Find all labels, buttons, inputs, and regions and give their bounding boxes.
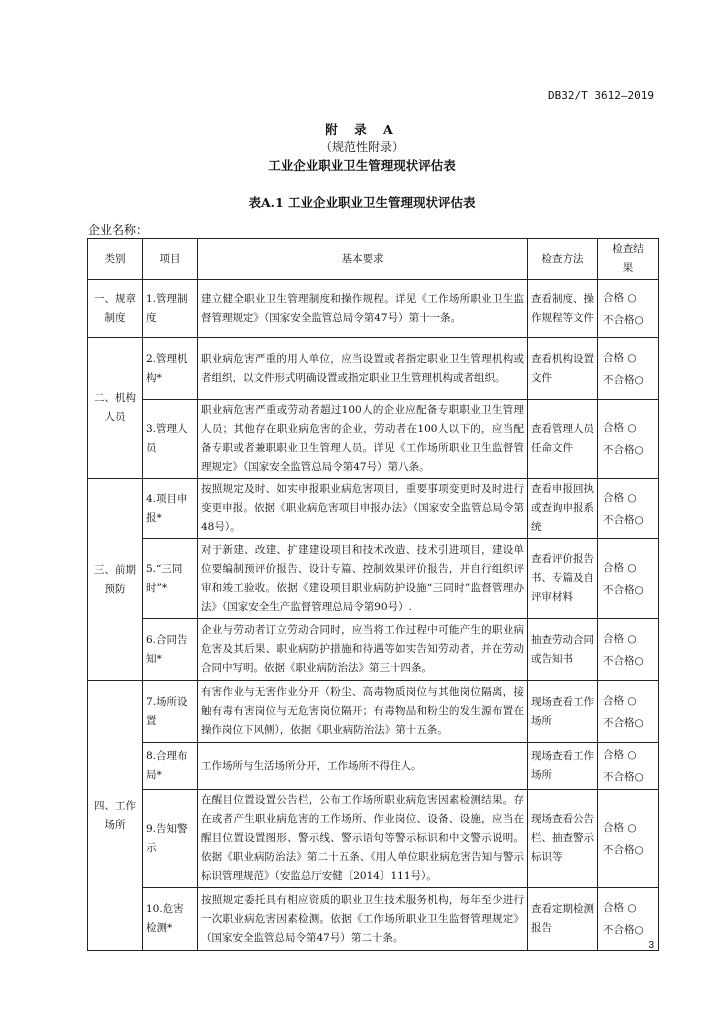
table-row (88, 400, 659, 479)
assessment-table (87, 238, 659, 951)
fail-option[interactable]: 不合格○ (603, 843, 644, 856)
result-cell (598, 619, 659, 681)
table-row (88, 790, 659, 888)
table-row (88, 619, 659, 681)
header-item: 项目 (143, 239, 198, 280)
pass-option[interactable]: 合格 ○ (603, 491, 637, 504)
category-cell: 一、规章制度 (88, 280, 143, 338)
table-row (88, 743, 659, 790)
enterprise-name-label: 企业名称： (88, 223, 149, 237)
requirement-cell: 在醒目位置设置公告栏，公布工作场所职业病危害因素检测结果。存在或者产生职业病危害的工作场所、作业岗位、设备、设施，应当在醒目位置设置图形、警示线、警示语句等警示标识和中文警示说明。依据《职业病防治法》第二十五条、《用人单位职业病危害告知与警示标识管理规范》（安监总厅安健〔2014〕111号）。 (198, 790, 528, 888)
header-method: 检查方法 (528, 239, 598, 280)
fail-option[interactable]: 不合格○ (603, 924, 644, 936)
requirement-cell: 按照规定及时、如实申报职业病危害项目，重要事项变更时及时进行变更申报。依据《职业病危害项目申报办法》（国家安全监管总局令第48号）。 (198, 479, 528, 539)
result-cell (598, 790, 659, 888)
requirement-cell: 企业与劳动者订立劳动合同时，应当将工作过程中可能产生的职业病危害及其后果、职业病防护措施和待遇等如实告知劳动者，并在劳动合同中写明。依据《职业病防治法》第三十四条。 (198, 619, 528, 681)
pass-option[interactable]: 合格 ○ (603, 351, 637, 364)
item-cell: 3.管理人员 (143, 400, 198, 479)
method-cell: 现场查看工作场所 (528, 681, 598, 743)
table-row (88, 539, 659, 619)
category-cell: 三、前期预防 (88, 479, 143, 681)
pass-option[interactable]: 合格 ○ (603, 749, 637, 761)
page-number: 3 (648, 940, 654, 951)
requirement-cell: 有害作业与无害作业分开（粉尘、高毒物质岗位与其他岗位隔离，接触有毒有害岗位与无危害岗位隔开；有毒物品和粉尘的发生源布置在操作岗位下风侧），依据《职业病防治法》第十五条。 (198, 681, 528, 743)
method-cell: 查看定期检测报告 (528, 888, 598, 951)
item-cell: 9.告知警示 (143, 790, 198, 888)
table-caption: 表A.1 工业企业职业卫生管理现状评估表 (248, 195, 476, 210)
document-code: DB32/T 3612—2019 (548, 89, 654, 102)
pass-option[interactable]: 合格 ○ (603, 902, 637, 914)
pass-option[interactable]: 合格 ○ (603, 291, 637, 304)
method-cell: 查看申报回执或查询申报系统 (528, 479, 598, 539)
header-result: 检查结果 (598, 239, 659, 280)
requirement-cell: 对于新建、改建、扩建建设项目和技术改造、技术引进项目，建设单位要编制预评价报告、设计专篇、控制效果评价报告，并自行组织评审和竣工验收。依据《建设项目职业病防护设施“三同时”监督管理办法》（国家安全生产监督管理总局令第90号）. (198, 539, 528, 619)
fail-option[interactable]: 不合格○ (603, 583, 644, 596)
method-cell: 查看管理人员任命文件 (528, 400, 598, 479)
table-row (88, 681, 659, 743)
result-cell (598, 681, 659, 743)
result-cell (598, 539, 659, 619)
fail-option[interactable]: 不合格○ (603, 313, 644, 326)
pass-option[interactable]: 合格 ○ (603, 422, 637, 434)
pass-option[interactable]: 合格 ○ (603, 632, 637, 645)
pass-option[interactable]: 合格 ○ (603, 821, 637, 834)
method-cell: 查看机构设置文件 (528, 338, 598, 400)
fail-option[interactable]: 不合格○ (603, 373, 644, 386)
item-cell: 5.“三同时”* (143, 539, 198, 619)
annex-subtitle: （规范性附录） (319, 140, 404, 154)
requirement-cell: 工作场所与生活场所分开，工作场所不得住人。 (198, 743, 528, 790)
table-header-row (88, 239, 659, 280)
result-cell (598, 338, 659, 400)
result-cell (598, 400, 659, 479)
header-category: 类别 (88, 239, 143, 280)
category-cell: 四、工作场所 (88, 681, 143, 951)
item-cell: 10.危害检测* (143, 888, 198, 951)
annex-title: 附 录 A (325, 122, 399, 137)
method-cell: 现场查看公告栏、抽查警示标识等 (528, 790, 598, 888)
fail-option[interactable]: 不合格○ (603, 444, 644, 456)
item-cell: 8.合理布局* (143, 743, 198, 790)
item-cell: 7.场所设置 (143, 681, 198, 743)
pass-option[interactable]: 合格 ○ (603, 694, 637, 707)
header-requirement: 基本要求 (198, 239, 528, 280)
fail-option[interactable]: 不合格○ (603, 654, 644, 667)
method-cell: 现场查看工作场所 (528, 743, 598, 790)
fail-option[interactable]: 不合格○ (603, 716, 644, 729)
requirement-cell: 职业病危害严重或劳动者超过100人的企业应配备专职职业卫生管理人员；其他存在职业病危害的企业，劳动者在100人以下的，应当配备专职或者兼职职业卫生管理人员。详见《工作场所职业卫生监督管理规定》（国家安全监管总局令第47号）第八条。 (198, 400, 528, 479)
result-cell (598, 479, 659, 539)
annex-name: 工业企业职业卫生管理现状评估表 (268, 158, 456, 173)
method-cell: 查看评价报告书、专篇及自评审材料 (528, 539, 598, 619)
item-cell: 4.项目申报* (143, 479, 198, 539)
item-cell: 6.合同告知* (143, 619, 198, 681)
item-cell: 1.管理制度 (143, 280, 198, 338)
category-cell: 二、机构人员 (88, 338, 143, 479)
requirement-cell: 按照规定委托具有相应资质的职业卫生技术服务机构，每年至少进行一次职业病危害因素检测。依据《工作场所职业卫生监督管理规定》（国家安全监管总局令第47号）第二十条。 (198, 888, 528, 951)
requirement-cell: 建立健全职业卫生管理制度和操作规程。详见《工作场所职业卫生监督管理规定》（国家安全监管总局令第47号）第十一条。 (198, 280, 528, 338)
table-row (88, 338, 659, 400)
requirement-cell: 职业病危害严重的用人单位，应当设置或者指定职业卫生管理机构或者组织，以文件形式明确设置或指定职业卫生管理机构或者组织。 (198, 338, 528, 400)
result-cell (598, 280, 659, 338)
result-cell (598, 743, 659, 790)
fail-option[interactable]: 不合格○ (603, 771, 644, 783)
item-cell: 2.管理机构* (143, 338, 198, 400)
table-row (88, 280, 659, 338)
method-cell: 查看制度、操作规程等文件 (528, 280, 598, 338)
table-row (88, 479, 659, 539)
pass-option[interactable]: 合格 ○ (603, 561, 637, 574)
table-row (88, 888, 659, 951)
method-cell: 抽查劳动合同或告知书 (528, 619, 598, 681)
fail-option[interactable]: 不合格○ (603, 513, 644, 526)
